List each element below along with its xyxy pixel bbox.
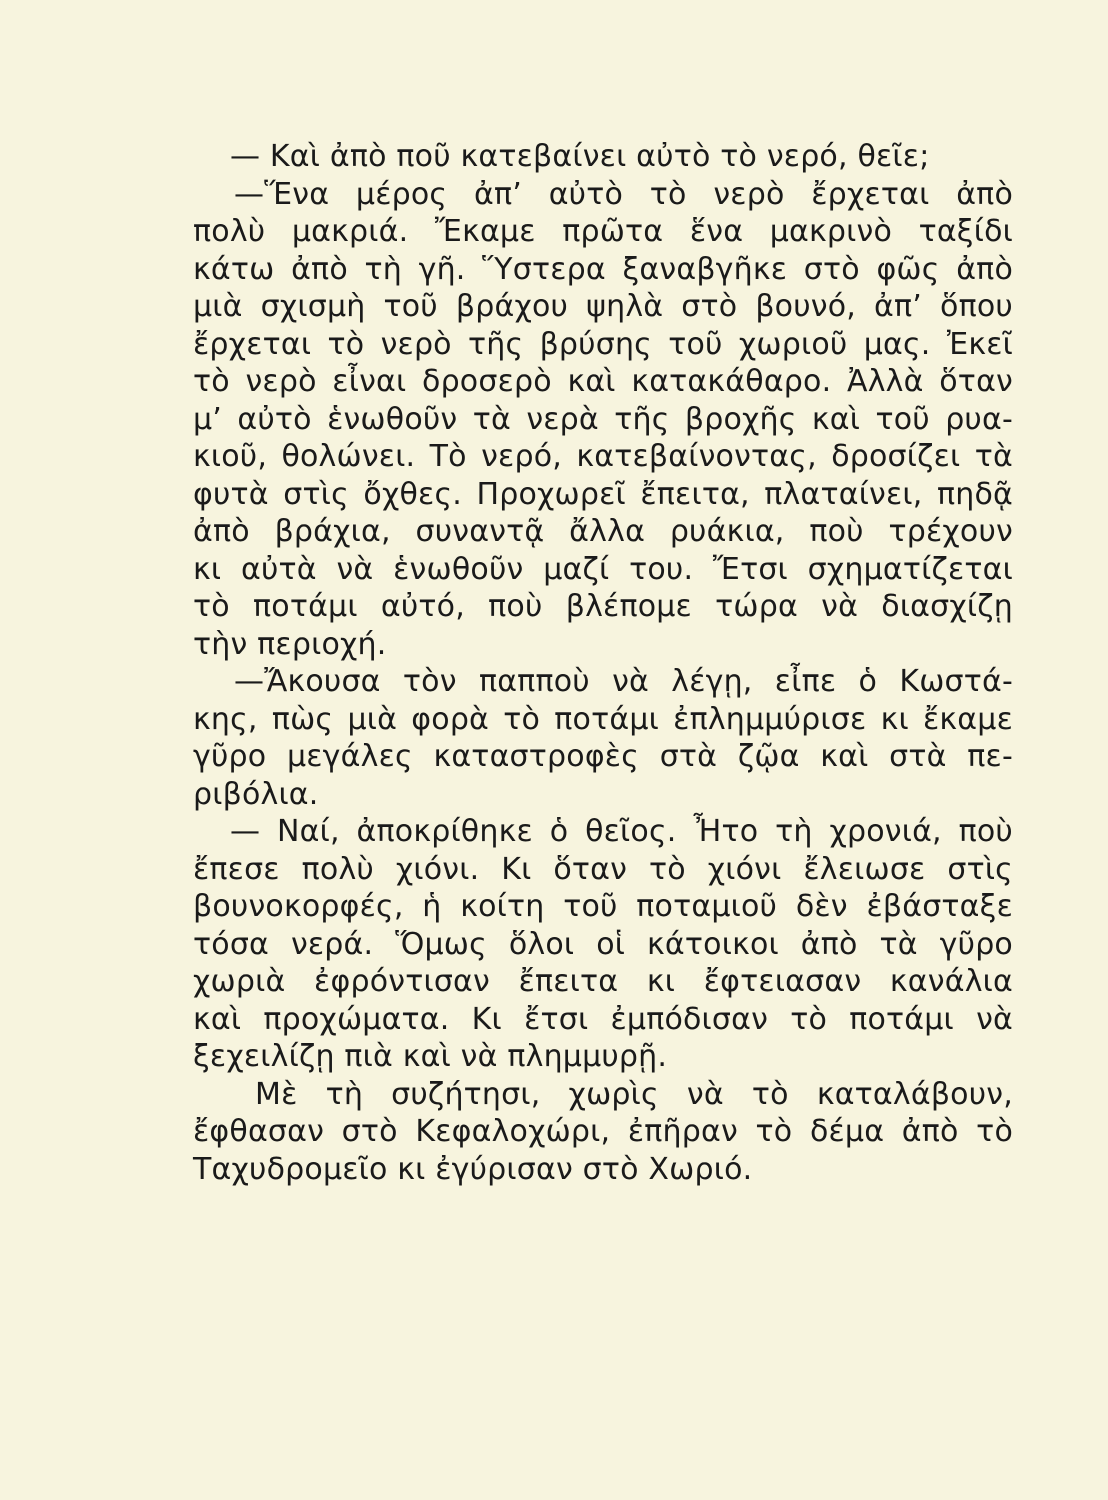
text-line: βουνοκορφές, ἡ κοίτη τοῦ ποταμιοῦ δὲν ἐβάσταξε [193,889,1013,924]
text-line: τὴν περιοχή. [193,626,387,662]
text-line: χωριὰ ἐφρόντισαν ἔπειτα κι ἔφτειασαν κανάλια [193,964,1013,999]
text-line: γῦρο μεγάλες καταστροφὲς στὰ ζῷα καὶ στὰ πε- [193,739,1013,774]
text-line: πολὺ μακριά. Ἔκαμε πρῶτα ἕνα μακρινὸ ταξίδι [193,214,1013,249]
text-line: ἔρχεται τὸ νερὸ τῆς βρύσης τοῦ χωριοῦ μας. Ἐκεῖ [193,326,1013,362]
body-text [193,138,1013,1188]
text-line: καὶ προχώματα. Κι ἔτσι ἐμπόδισαν τὸ ποτάμι νὰ [193,1001,1013,1037]
text-line: —Ἄκουσα τὸν παπποὺ νὰ λέγῃ, εἶπε ὁ Κωστά- [234,664,1013,699]
text-line: κάτω ἀπὸ τὴ γῆ. Ὕστερα ξαναβγῆκε στὸ φῶς ἀπὸ [193,251,1013,287]
text-line: μ’ αὐτὸ ἑνωθοῦν τὰ νερὰ τῆς βροχῆς καὶ τοῦ ρυα- [193,401,1013,437]
text-line: Ταχυδρομεῖο κι ἐγύρισαν στὸ Χωριό. [193,1151,753,1187]
text-line: —Ἕνα μέρος ἀπ’ αὐτὸ τὸ νερὸ ἔρχεται ἀπὸ [234,176,1013,212]
text-line: ξεχειλίζῃ πιὰ καὶ νὰ πλημμυρῇ. [193,1039,668,1074]
text-line: φυτὰ στὶς ὄχθες. Προχωρεῖ ἔπειτα, πλαταίνει, πηδᾷ [193,476,1013,512]
text-line: Μὲ τὴ συζήτησι, χωρὶς νὰ τὸ καταλάβουν, [255,1076,1013,1112]
text-line: ἀπὸ βράχια, συναντᾷ ἄλλα ρυάκια, ποὺ τρέχουν [193,514,1013,549]
text-line: κιοῦ, θολώνει. Τὸ νερό, κατεβαίνοντας, δροσίζει τὰ [193,439,1013,474]
text-line: τὸ ποτάμι αὐτό, ποὺ βλέπομε τώρα νὰ διασχίζῃ [193,589,1013,624]
text-line: — Ναί, ἀποκρίθηκε ὁ θεῖος. Ἦτο τὴ χρονιά, ποὺ [230,814,1013,849]
text-line: — Καὶ ἀπὸ ποῦ κατεβαίνει αὐτὸ τὸ νερό, θεῖε; [230,139,930,174]
text-line: τόσα νερά. Ὅμως ὅλοι οἱ κάτοικοι ἀπὸ τὰ γῦρο [193,926,1013,962]
text-line: κι αὐτὰ νὰ ἑνωθοῦν μαζί του. Ἔτσι σχηματίζεται [193,551,1013,587]
text-line: κης, πὼς μιὰ φορὰ τὸ ποτάμι ἐπλημμύρισε κι ἔκαμε [193,701,1013,737]
text-line: ἔπεσε πολὺ χιόνι. Κι ὅταν τὸ χιόνι ἔλειωσε στὶς [193,851,1013,887]
text-line: μιὰ σχισμὴ τοῦ βράχου ψηλὰ στὸ βουνό, ἀπ’ ὅπου [193,289,1013,324]
text-line: ριβόλια. [193,776,319,812]
text-line: τὸ νερὸ εἶναι δροσερὸ καὶ κατακάθαρο. Ἀλλὰ ὅταν [193,364,1013,399]
text-line: ἔφθασαν στὸ Κεφαλοχώρι, ἐπῆραν τὸ δέμα ἀπὸ τὸ [193,1114,1013,1149]
